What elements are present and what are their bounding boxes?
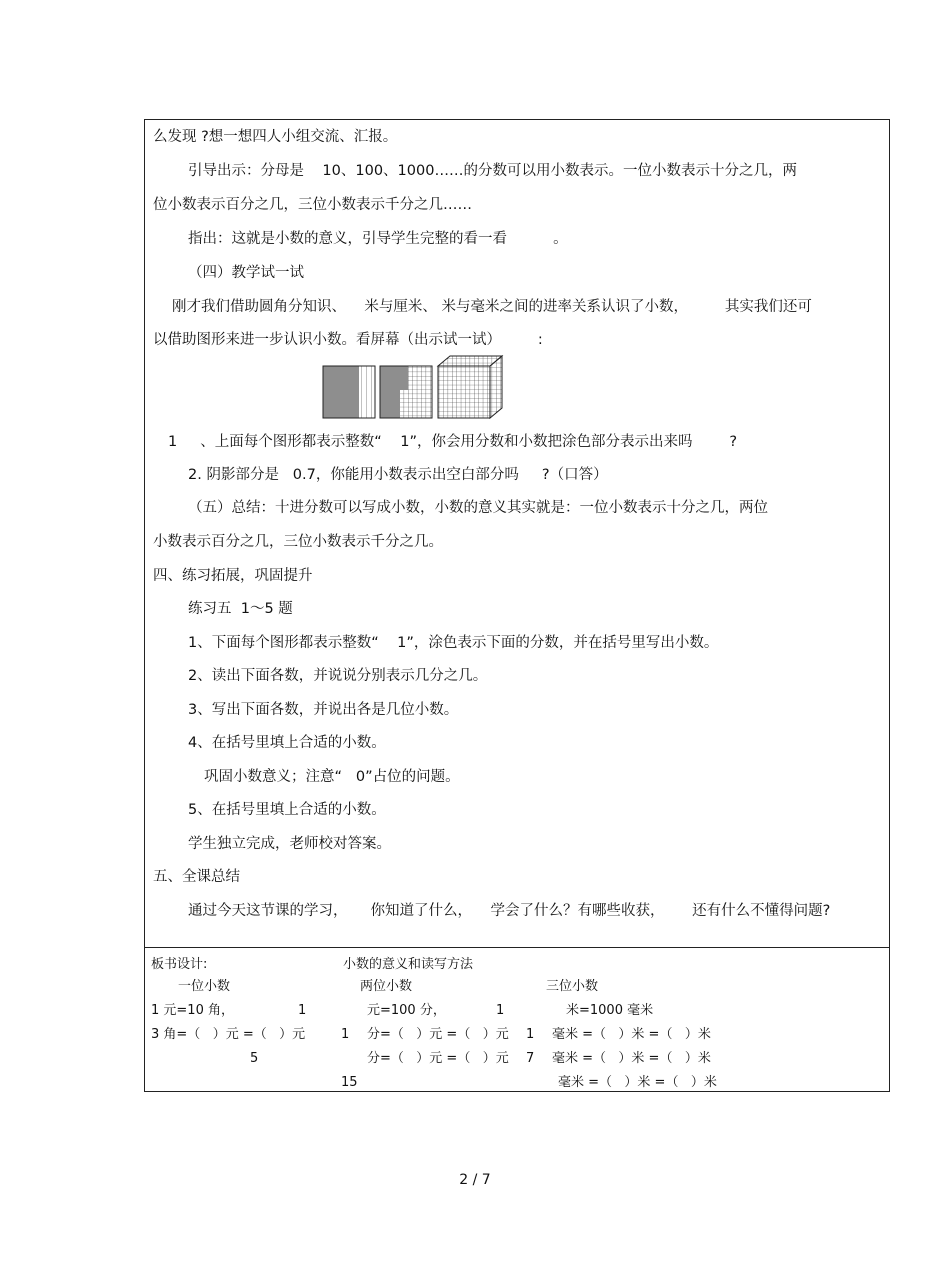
- board-header-tenths: 一位小数: [178, 979, 231, 994]
- board-label: 板书设计:: [151, 957, 208, 972]
- decimal-grid-figures: [320, 354, 510, 424]
- text-line: 练习五 1～5 题: [188, 601, 293, 617]
- section-heading: 四、练习拓展，巩固提升: [153, 568, 313, 584]
- text-line: 么发现 ?想一想四人小组交流、汇报。: [153, 129, 398, 145]
- text-line: 指出：这就是小数的意义，引导学生完整的看一看 。: [188, 231, 568, 247]
- board-cell: 分=（ ）元 =（ ）元: [367, 1051, 509, 1066]
- text-line: 5、在括号里填上合适的小数。: [188, 802, 386, 818]
- board-cell: 1: [298, 1003, 307, 1018]
- board-cell: 毫米 =（ ）米 =（ ）米: [558, 1075, 717, 1090]
- text-line: 1、下面每个图形都表示整数“ 1”，涂色表示下面的分数，并在括号里写出小数。: [188, 635, 719, 651]
- text-line: 2、读出下面各数，并说说分别表示几分之几。: [188, 668, 488, 684]
- board-cell: 1 元=10 角，: [151, 1003, 234, 1018]
- board-cell: 3 角=（ ）元 =（ ）元: [151, 1027, 306, 1042]
- figure-tenths-square: [323, 366, 375, 418]
- board-cell: 元=100 分，: [367, 1003, 446, 1018]
- board-title: 小数的意义和读写方法: [343, 957, 474, 972]
- section-heading: 五、全课总结: [153, 869, 240, 885]
- board-cell: 米=1000 毫米: [566, 1003, 654, 1018]
- board-cell: 分=（ ）元 =（ ）元: [367, 1027, 509, 1042]
- board-cell: 15: [341, 1075, 358, 1090]
- text-line: 1 、上面每个图形都表示整数“ 1”，你会用分数和小数把涂色部分表示出来吗 ?: [168, 434, 738, 450]
- text-line: 以借助图形来进一步认识小数。看屏幕（出示试一试） :: [153, 332, 543, 348]
- board-cell: 1: [526, 1027, 535, 1042]
- text-line: 3、写出下面各数，并说出各是几位小数。: [188, 702, 459, 718]
- board-cell: 毫米 =（ ）米 =（ ）米: [552, 1027, 711, 1042]
- board-header-thousandths: 三位小数: [546, 979, 599, 994]
- figure-thousandths-cube: [438, 356, 502, 418]
- text-line: 2. 阴影部分是 0.7，你能用小数表示出空白部分吗 ?（口答）: [188, 467, 608, 483]
- text-line: 4、在括号里填上合适的小数。: [188, 735, 386, 751]
- board-cell: 7: [526, 1051, 535, 1066]
- text-line: 巩固小数意义；注意“ 0”占位的问题。: [204, 769, 460, 785]
- board-cell: 1: [496, 1003, 505, 1018]
- board-section-divider: [144, 947, 890, 948]
- text-line: 通过今天这节课的学习， 你知道了什么， 学会了什么？有哪些收获， 还有什么不懂得问题?: [188, 903, 831, 919]
- text-line: （五）总结：十进分数可以写成小数，小数的意义其实就是：一位小数表示十分之几，两位: [188, 500, 768, 516]
- text-line: 小数表示百分之几，三位小数表示千分之几。: [153, 534, 443, 550]
- section-heading: （四）教学试一试: [188, 265, 304, 281]
- board-header-hundredths: 两位小数: [360, 979, 413, 994]
- page-number: 2 / 7: [459, 1172, 491, 1188]
- text-line: 位小数表示百分之几，三位小数表示千分之几……: [153, 197, 472, 213]
- board-cell: 5: [250, 1051, 259, 1066]
- text-line: 学生独立完成，老师校对答案。: [188, 836, 391, 852]
- figure-hundredths-square: [380, 366, 432, 418]
- text-line: 引导出示：分母是 10、100、1000……的分数可以用小数表示。一位小数表示十分之几，两: [188, 163, 797, 179]
- board-cell: 1: [341, 1027, 350, 1042]
- text-line: 刚才我们借助圆角分知识、 米与厘米、 米与毫米之间的进率关系认识了小数， 其实我们还可: [172, 299, 812, 315]
- board-cell: 毫米 =（ ）米 =（ ）米: [552, 1051, 711, 1066]
